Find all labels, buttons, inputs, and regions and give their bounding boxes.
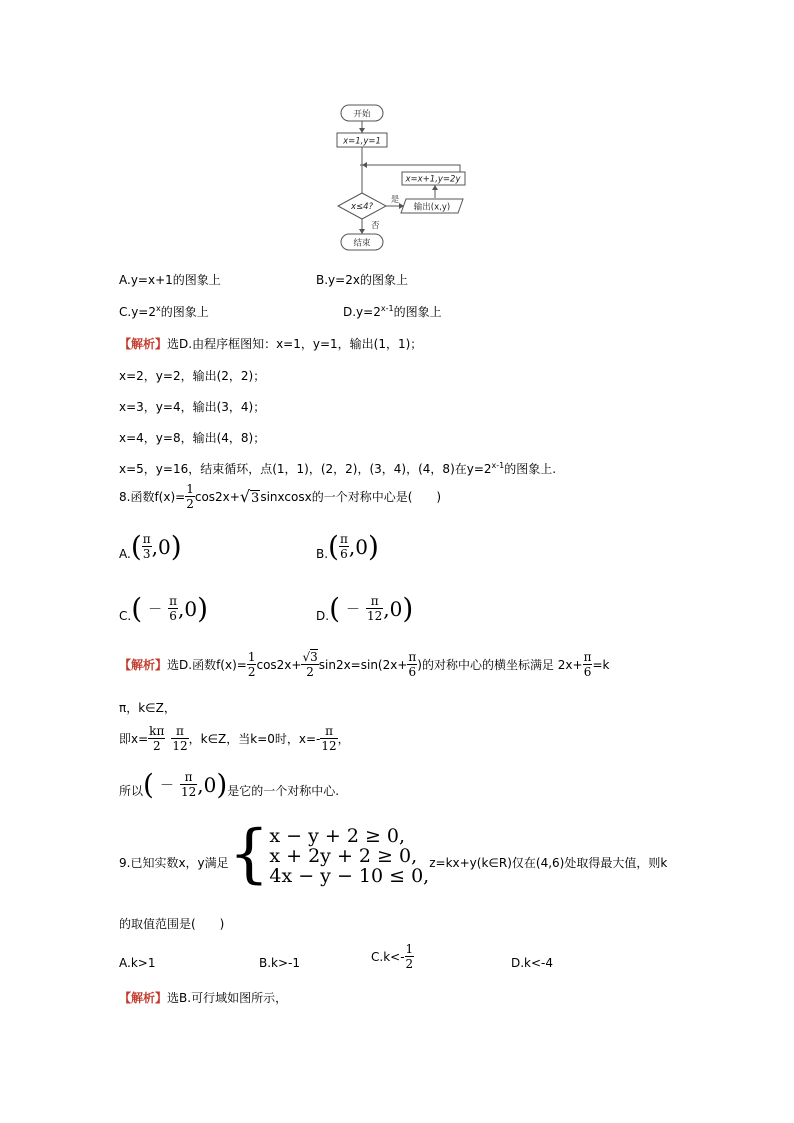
q7-option-c-post: 的图象上 [160, 305, 209, 319]
fraction-pi-over-12 [180, 770, 197, 799]
fraction-one-half [405, 942, 415, 971]
minus-sign: － [159, 777, 174, 794]
frac-den: 6 [169, 609, 177, 623]
frac-den: 2 [306, 665, 314, 679]
output-label: 输出(x,y) [413, 202, 451, 213]
minus-sign: － [148, 601, 163, 618]
q7-option-a: A.y=x+1的图象上 [119, 273, 221, 287]
q7-sol-line5-post: 的图象上. [504, 462, 557, 476]
q9-option-c [371, 942, 414, 971]
q8-stem-mid: cos2x+ [194, 489, 240, 504]
q7-solution-line-2: x=2，y=2，输出(2，2)； [119, 369, 266, 383]
frac-num: kπ [149, 724, 165, 738]
solution-tag: 【解析】 [119, 337, 168, 351]
q8-option-d [316, 591, 414, 625]
end-label: 结束 [353, 238, 371, 249]
zero: ,0 [197, 772, 217, 797]
paren-right: ) [170, 529, 182, 563]
q7-option-d-post: 的图象上 [393, 305, 442, 319]
frac-num: π [180, 770, 197, 785]
inequality-2: x + 2y + 2 ≥ 0, [269, 845, 418, 867]
q7-solution-line-1 [119, 335, 422, 352]
paren-right: ) [197, 591, 209, 625]
fraction-one-half [247, 650, 257, 679]
fraction-sqrt3-over-2: $\frac{√3}{2}$ [302, 650, 318, 679]
frac-den: 2 [152, 739, 161, 753]
frac-num-sqrt: 3 [310, 650, 318, 664]
q7-option-c-pre: C.y=2 [119, 305, 156, 319]
paren-left: ( [131, 591, 143, 625]
q7-option-c-sup: x [155, 304, 161, 313]
q7-solution-line-4: x=4，y=8，输出(4，8)； [119, 431, 266, 445]
q9-opt-c-pre: C.k<- [371, 949, 405, 964]
q7-option-d-sup: x-1 [380, 304, 394, 313]
q9-stem-line-2: 的取值范围是( ) [119, 917, 225, 931]
q8-solution-line-4 [119, 767, 340, 801]
q9-stem-post: z=kx+y(k∈R)仅在(4,6)处取得最大值，则k [429, 855, 668, 870]
q7-option-d-pre: D.y=2 [343, 305, 381, 319]
q9-solution [119, 989, 287, 1006]
frac-num: π [366, 594, 383, 609]
fraction-pi-over-12 [320, 724, 337, 753]
flowchart [325, 100, 475, 255]
paren-left: ( [130, 529, 142, 563]
fraction-pi-over-12 [366, 594, 383, 623]
fraction-pi-over-6 [583, 650, 593, 679]
q7-solution-line-5 [119, 460, 556, 477]
frac-num: π [171, 724, 188, 739]
frac-den: 2 [247, 665, 256, 679]
frac-den: 3 [142, 547, 151, 561]
q8-stem [119, 482, 441, 511]
frac-den: 2 [405, 957, 414, 971]
paren-right: ) [402, 591, 414, 625]
q7-sol-line5-pre: x=5，y=16，结束循环，点(1，1)，(2，2)，(3，4)，(4，8)在y=2 [119, 462, 492, 476]
q9-stem-line-1 [119, 817, 668, 891]
q8-sol1-d: )的对称中心的横坐标满足 2x+ [417, 658, 583, 672]
no-label: 否 [371, 221, 380, 231]
paren-left: ( [143, 767, 154, 801]
frac-num: π [339, 532, 348, 546]
fraction-pi-over-12 [171, 724, 188, 753]
minus-sign: － [346, 601, 360, 618]
fraction-pi-over-6 [339, 532, 349, 561]
q7-sol-line5-sup: x-1 [491, 461, 505, 470]
q8-sol4-a: 所以 [119, 784, 144, 798]
q9-option-a: A.k>1 [119, 956, 156, 970]
q8-option-a [119, 529, 182, 563]
brace-icon: { [228, 817, 270, 891]
frac-den: 12 [321, 739, 337, 753]
q8-sol1-e: =k [592, 657, 610, 672]
paren-right: ) [367, 529, 379, 563]
q8-solution-line-1 [119, 650, 610, 679]
zero: ,0 [348, 534, 368, 559]
paren-right: ) [216, 767, 228, 801]
q8-opt-d-label: D. [316, 608, 330, 623]
inequality-1: x − y + 2 ≥ 0, [269, 825, 406, 847]
q7-solution-line-3: x=3，y=4，输出(3，4)； [119, 400, 266, 414]
q8-opt-c-label: C. [119, 608, 132, 623]
frac-num: 1 [186, 482, 194, 496]
paren-left: ( [328, 529, 339, 563]
fraction-one-half [185, 482, 195, 511]
frac-num: π [169, 594, 178, 608]
q8-option-c [119, 591, 209, 625]
frac-den: 12 [180, 785, 197, 799]
sqrt-three: √3 [239, 487, 260, 506]
solution-tag: 【解析】 [119, 991, 168, 1005]
frac-den: 6 [408, 665, 417, 679]
paren-left: ( [329, 591, 340, 625]
q8-option-b [316, 529, 379, 563]
update-label: x=x+1,y=2y [405, 174, 461, 185]
start-label: 开始 [353, 109, 371, 120]
frac-den: 6 [340, 547, 348, 561]
q7-option-d [343, 303, 442, 320]
q8-opt-b-label: B. [316, 546, 329, 561]
init-label: x=1,y=1 [343, 136, 381, 147]
q8-sol3-a: 即x= [119, 732, 149, 746]
q7-sol-line1: 选D.由程序框图知：x=1，y=1，输出(1，1)； [167, 337, 423, 351]
q8-stem-pre: 8.函数f(x)= [119, 490, 186, 504]
zero: ,0 [178, 596, 198, 621]
fraction-pi-over-3 [142, 532, 152, 561]
frac-num: π [320, 724, 337, 739]
fraction-pi-over-6 [407, 650, 417, 679]
yes-label: 是 [390, 195, 400, 205]
q9-sol-text: 选B.可行域如图所示， [167, 991, 288, 1005]
frac-den: 2 [186, 497, 194, 511]
inequality-3: 4x − y − 10 ≤ 0, [269, 865, 430, 887]
q8-stem-post: sinxcosx的一个对称中心是( ) [260, 490, 442, 504]
sqrt-radicand: 3 [251, 491, 260, 506]
frac-den: 12 [172, 739, 188, 753]
zero: ,0 [151, 534, 171, 559]
fraction-pi-over-6 [168, 594, 178, 623]
q8-sol1-b: cos2x+ [256, 657, 302, 672]
q8-sol1-a: 选D.函数f(x)= [167, 658, 247, 672]
solution-tag: 【解析】 [119, 658, 168, 672]
condition-label: x≤4? [350, 202, 374, 212]
frac-num: 1 [405, 942, 414, 956]
q8-opt-a-label: A. [119, 546, 131, 561]
q8-solution-line-2: π，k∈Z， [119, 701, 176, 715]
q8-sol1-c: sin2x=sin(2x+ [318, 657, 408, 672]
q8-solution-line-3 [119, 724, 350, 753]
q9-option-b: B.k>-1 [259, 956, 301, 970]
frac-den: 6 [583, 665, 592, 679]
q8-sol4-b: 是它的一个对称中心. [227, 784, 340, 798]
q9-option-d: D.k<-4 [511, 956, 554, 970]
q9-stem-pre: 9.已知实数x，y满足 [119, 855, 229, 870]
zero: ,0 [383, 596, 403, 621]
q7-option-c [119, 303, 209, 320]
frac-num: π [583, 650, 592, 664]
frac-num: π [408, 650, 417, 664]
frac-den: 12 [367, 609, 383, 623]
frac-num: 1 [247, 650, 256, 664]
frac-num: π [142, 532, 151, 546]
q8-sol3-c: ， [337, 732, 350, 746]
fraction-kpi-over-2 [148, 724, 165, 753]
q8-sol3-b: ，k∈Z，当k=0时，x=- [188, 732, 321, 746]
q7-option-b: B.y=2x的图象上 [316, 273, 408, 287]
